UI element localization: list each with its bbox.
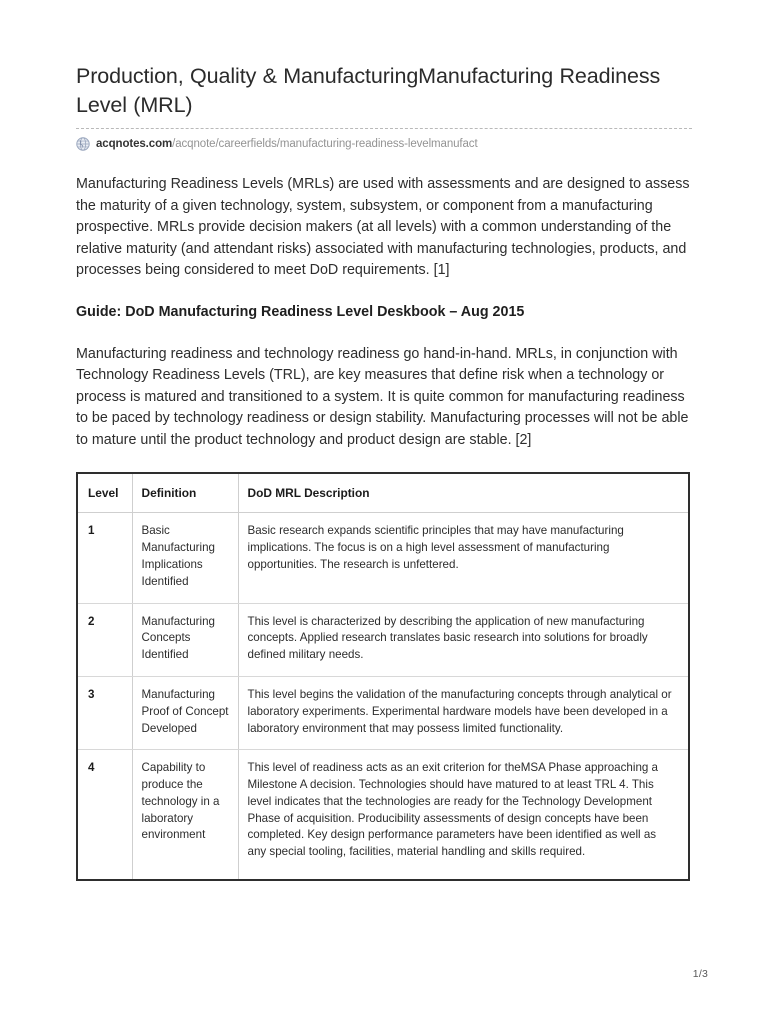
cell-description: This level is characterized by describing the application of new manufacturing concepts. Applied research translates basic research into solutions for broadly defined military needs. — [238, 603, 688, 676]
source-url-text[interactable] — [96, 137, 478, 151]
table-row — [78, 676, 688, 749]
column-header-description: DoD MRL Description — [238, 474, 688, 513]
table-row — [78, 603, 688, 676]
second-paragraph: Manufacturing readiness and technology readiness go hand-in-hand. MRLs, in conjunction with Technology Readiness Levels (TRL), are key measures that define risk when a technology or process is matured and transitioned to a system. It is quite common for manufacturing readiness to be paced by technology readiness or design stability. Manufacturing processes will not be able to mature until the product technology and product design are stable. [2] — [76, 345, 689, 448]
column-header-definition: Definition — [132, 474, 238, 513]
cell-definition: Basic Manufacturing Implications Identified — [132, 513, 238, 603]
cell-description: This level of readiness acts as an exit criterion for theMSA Phase approaching a Milestone A decision. Technologies should have matured to at least TRL 4. This level indicates that the technologies are ready for the Technology Development Phase of acquisition. Producibility assessments of design concepts have been completed. Key design performance parameters have been identified as well as any special tooling, facilities, material handling and skills required. — [247, 761, 659, 859]
title-divider — [76, 128, 692, 129]
cell-definition: Capability to produce the technology in a laboratory environment — [132, 750, 238, 879]
document-content — [76, 62, 692, 881]
page-indicator: 1/3 — [692, 968, 708, 980]
table-row — [78, 513, 688, 603]
guide-heading: Guide: DoD Manufacturing Readiness Level Deskbook – Aug 2015 — [76, 303, 525, 320]
globe-icon — [76, 137, 90, 151]
cell-level: 4 — [78, 750, 132, 879]
cell-level: 1 — [78, 513, 132, 603]
column-header-level: Level — [78, 474, 132, 513]
source-url-line — [76, 135, 692, 152]
table-header-row — [78, 474, 688, 513]
mrl-table — [78, 474, 688, 880]
cell-definition: Manufacturing Proof of Concept Developed — [132, 676, 238, 749]
table-row — [78, 750, 688, 879]
url-path: /acqnote/careerfields/manufacturing-readiness-levelmanufact — [172, 137, 478, 150]
intro-paragraph: Manufacturing Readiness Levels (MRLs) are used with assessments and are designed to assess the maturity of a given technology, system, subsystem, or component from a manufacturing prospective. MRLs provide decision makers (at all levels) with a common understanding of the relative maturity (and attendant risks) associated with manufacturing technologies, products, and processes being considered to meet DoD requirements. [1] — [76, 176, 690, 279]
table-body — [78, 513, 688, 879]
cell-description: Basic research expands scientific principles that may have manufacturing implications. The focus is on a high level assessment of manufacturing opportunities. The research is unfettered. — [238, 513, 688, 603]
url-domain: acqnotes.com — [96, 137, 173, 150]
table-header — [78, 474, 688, 513]
cell-description: This level begins the validation of the manufacturing concepts through analytical or laboratory experiments. Experimental hardware models have been developed in a laboratory environment that may possess limited functionality. — [238, 676, 688, 749]
mrl-table-container — [76, 472, 690, 882]
cell-level: 3 — [78, 676, 132, 749]
cell-level: 2 — [78, 603, 132, 676]
page-title: Production, Quality & ManufacturingManufacturing Readiness Level (MRL) — [76, 64, 661, 117]
cell-definition: Manufacturing Concepts Identified — [132, 603, 238, 676]
